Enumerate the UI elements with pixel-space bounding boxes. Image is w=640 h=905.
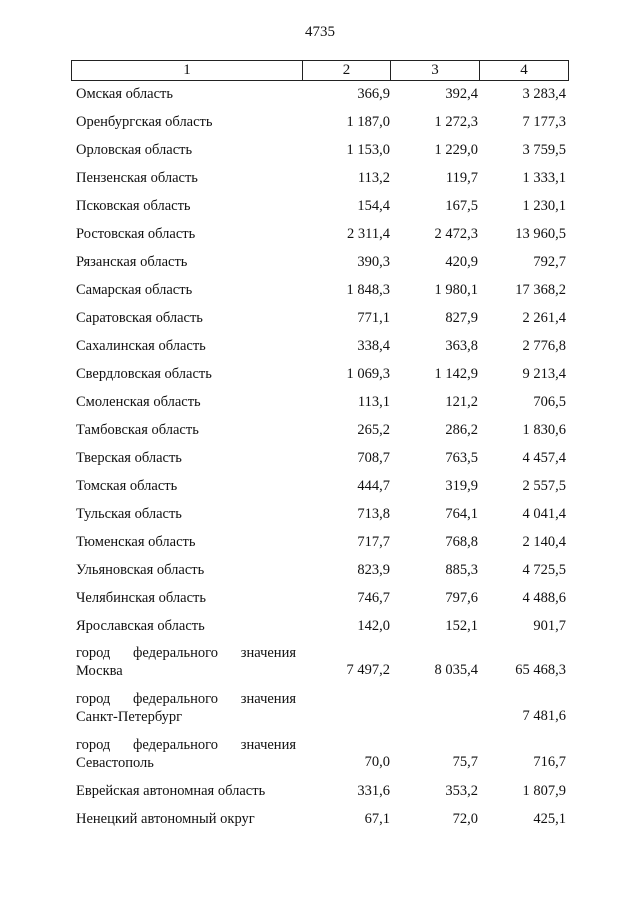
- value-col-3: 152,1: [445, 618, 478, 634]
- value-col-4: 2 140,4: [522, 534, 566, 550]
- value-col-4: 17 368,2: [515, 282, 566, 298]
- value-col-4: 13 960,5: [515, 226, 566, 242]
- region-name: Рязанская область: [76, 254, 188, 270]
- value-col-2: 67,1: [364, 811, 390, 827]
- value-col-2: 444,7: [357, 478, 390, 494]
- value-col-2: 1 153,0: [346, 142, 390, 158]
- name-word: федерального: [133, 645, 218, 661]
- value-col-2: 154,4: [357, 198, 390, 214]
- value-col-4: 1 333,1: [522, 170, 566, 186]
- value-col-4: 65 468,3: [515, 662, 566, 678]
- value-col-4: 9 213,4: [522, 366, 566, 382]
- table-row: [76, 504, 566, 532]
- value-col-3: 75,7: [452, 754, 478, 770]
- value-col-2: 7 497,2: [346, 662, 390, 678]
- value-col-2: 823,9: [357, 562, 390, 578]
- column-header-3: 3: [391, 61, 480, 80]
- value-col-2: 331,6: [357, 783, 390, 799]
- table-row: [76, 392, 566, 420]
- table-row: [76, 616, 566, 644]
- region-name: Тверская область: [76, 450, 182, 466]
- value-col-4: 4 488,6: [522, 590, 566, 606]
- value-col-3: 763,5: [445, 450, 478, 466]
- value-col-4: 7 481,6: [522, 708, 566, 724]
- value-col-3: 286,2: [445, 422, 478, 438]
- table-row: [76, 420, 566, 448]
- name-word: федерального: [133, 737, 218, 753]
- value-col-2: 366,9: [357, 86, 390, 102]
- value-col-2: 717,7: [357, 534, 390, 550]
- value-col-4: 3 283,4: [522, 86, 566, 102]
- value-col-3: 8 035,4: [434, 662, 478, 678]
- page-number: 4735: [305, 24, 335, 40]
- value-col-3: 797,6: [445, 590, 478, 606]
- value-col-2: 70,0: [364, 754, 390, 770]
- value-col-2: 1 187,0: [346, 114, 390, 130]
- value-col-4: 2 557,5: [522, 478, 566, 494]
- value-col-4: 1 830,6: [522, 422, 566, 438]
- table-row: [76, 84, 566, 112]
- column-header-2: 2: [303, 61, 391, 80]
- table-row: [76, 364, 566, 392]
- name-word: значения: [240, 645, 296, 661]
- value-col-3: 1 142,9: [434, 366, 478, 382]
- table-row: [76, 196, 566, 224]
- region-name: Ярославская область: [76, 618, 205, 634]
- value-col-3: 768,8: [445, 534, 478, 550]
- table-row: [76, 112, 566, 140]
- name-word: город: [76, 737, 111, 753]
- region-name: [76, 690, 296, 726]
- value-col-3: 827,9: [445, 310, 478, 326]
- value-col-2: 113,2: [357, 170, 390, 186]
- value-col-2: 2 311,4: [347, 226, 390, 242]
- region-name: [76, 644, 296, 680]
- name-word: значения: [240, 737, 296, 753]
- name-word: значения: [240, 691, 296, 707]
- column-header-4: 4: [520, 62, 528, 78]
- value-col-3: 2 472,3: [434, 226, 478, 242]
- value-col-4: 425,1: [533, 811, 566, 827]
- value-col-2: 1 069,3: [346, 366, 390, 382]
- table-header: [71, 60, 569, 81]
- value-col-3: 119,7: [445, 170, 478, 186]
- region-name: Сахалинская область: [76, 338, 206, 354]
- value-col-4: 2 776,8: [522, 338, 566, 354]
- table-row: [76, 781, 566, 809]
- name-word: федерального: [133, 691, 218, 707]
- value-col-3: 363,8: [445, 338, 478, 354]
- region-name: Пензенская область: [76, 170, 198, 186]
- table-row: [76, 140, 566, 168]
- table-row: [76, 224, 566, 252]
- value-col-2: 265,2: [357, 422, 390, 438]
- value-col-2: 142,0: [357, 618, 390, 634]
- value-col-2: 708,7: [357, 450, 390, 466]
- region-name: Орловская область: [76, 142, 193, 158]
- name-line-2: Санкт-Петербург: [76, 709, 183, 725]
- table-row: [76, 168, 566, 196]
- table-row: [76, 560, 566, 588]
- region-name: Оренбургская область: [76, 114, 213, 130]
- table-row: [76, 308, 566, 336]
- name-word: город: [76, 691, 111, 707]
- table-row: [76, 336, 566, 364]
- value-col-2: 746,7: [357, 590, 390, 606]
- region-name: Тюменская область: [76, 534, 196, 550]
- value-col-3: 392,4: [445, 86, 478, 102]
- value-col-4: 716,7: [533, 754, 566, 770]
- value-col-3: 121,2: [445, 394, 478, 410]
- name-line-2: Севастополь: [76, 755, 154, 771]
- region-name: Самарская область: [76, 282, 193, 298]
- value-col-4: 706,5: [533, 394, 566, 410]
- value-col-4: 792,7: [533, 254, 566, 270]
- value-col-4: 901,7: [533, 618, 566, 634]
- table-row: [76, 252, 566, 280]
- value-col-3: 1 272,3: [434, 114, 478, 130]
- table-row: [76, 448, 566, 476]
- value-col-3: 319,9: [445, 478, 478, 494]
- region-name: [76, 736, 296, 772]
- value-col-4: 3 759,5: [522, 142, 566, 158]
- region-name: Тамбовская область: [76, 422, 199, 438]
- region-name: Тульская область: [76, 506, 182, 522]
- value-col-3: 72,0: [452, 811, 478, 827]
- value-col-4: 4 457,4: [522, 450, 566, 466]
- table-row: [76, 644, 566, 688]
- value-col-2: 771,1: [357, 310, 390, 326]
- value-col-3: 764,1: [445, 506, 478, 522]
- value-col-3: 167,5: [445, 198, 478, 214]
- region-name: Челябинская область: [76, 590, 206, 606]
- value-col-2: 713,8: [357, 506, 390, 522]
- value-col-4: 4 041,4: [522, 506, 566, 522]
- table-row: [76, 532, 566, 560]
- value-col-2: 390,3: [357, 254, 390, 270]
- table-row: [76, 476, 566, 504]
- region-name: Томская область: [76, 478, 178, 494]
- region-name: Ростовская область: [76, 226, 196, 242]
- value-col-2: 338,4: [357, 338, 390, 354]
- value-col-4: 4 725,5: [522, 562, 566, 578]
- region-name: Ненецкий автономный округ: [76, 811, 255, 827]
- region-name: Саратовская область: [76, 310, 203, 326]
- region-name: Ульяновская область: [76, 562, 205, 578]
- table-row: [76, 690, 566, 734]
- value-col-4: 2 261,4: [522, 310, 566, 326]
- table-row: [76, 809, 566, 837]
- region-name: Смоленская область: [76, 394, 201, 410]
- value-col-3: 420,9: [445, 254, 478, 270]
- value-col-4: 7 177,3: [522, 114, 566, 130]
- column-header-1: 1: [72, 61, 303, 80]
- value-col-3: 1 980,1: [434, 282, 478, 298]
- value-col-4: 1 230,1: [522, 198, 566, 214]
- value-col-3: 885,3: [445, 562, 478, 578]
- region-name: Еврейская автономная область: [76, 783, 266, 799]
- table-row: [76, 736, 566, 780]
- table-row: [76, 588, 566, 616]
- name-word: город: [76, 645, 111, 661]
- region-name: Омская область: [76, 86, 173, 102]
- value-col-2: 113,1: [357, 394, 390, 410]
- value-col-2: 1 848,3: [346, 282, 390, 298]
- region-name: Псковская область: [76, 198, 191, 214]
- region-name: Свердловская область: [76, 366, 212, 382]
- name-line-2: Москва: [76, 663, 123, 679]
- value-col-3: 1 229,0: [434, 142, 478, 158]
- value-col-4: 1 807,9: [522, 783, 566, 799]
- value-col-3: 353,2: [445, 783, 478, 799]
- table-row: [76, 280, 566, 308]
